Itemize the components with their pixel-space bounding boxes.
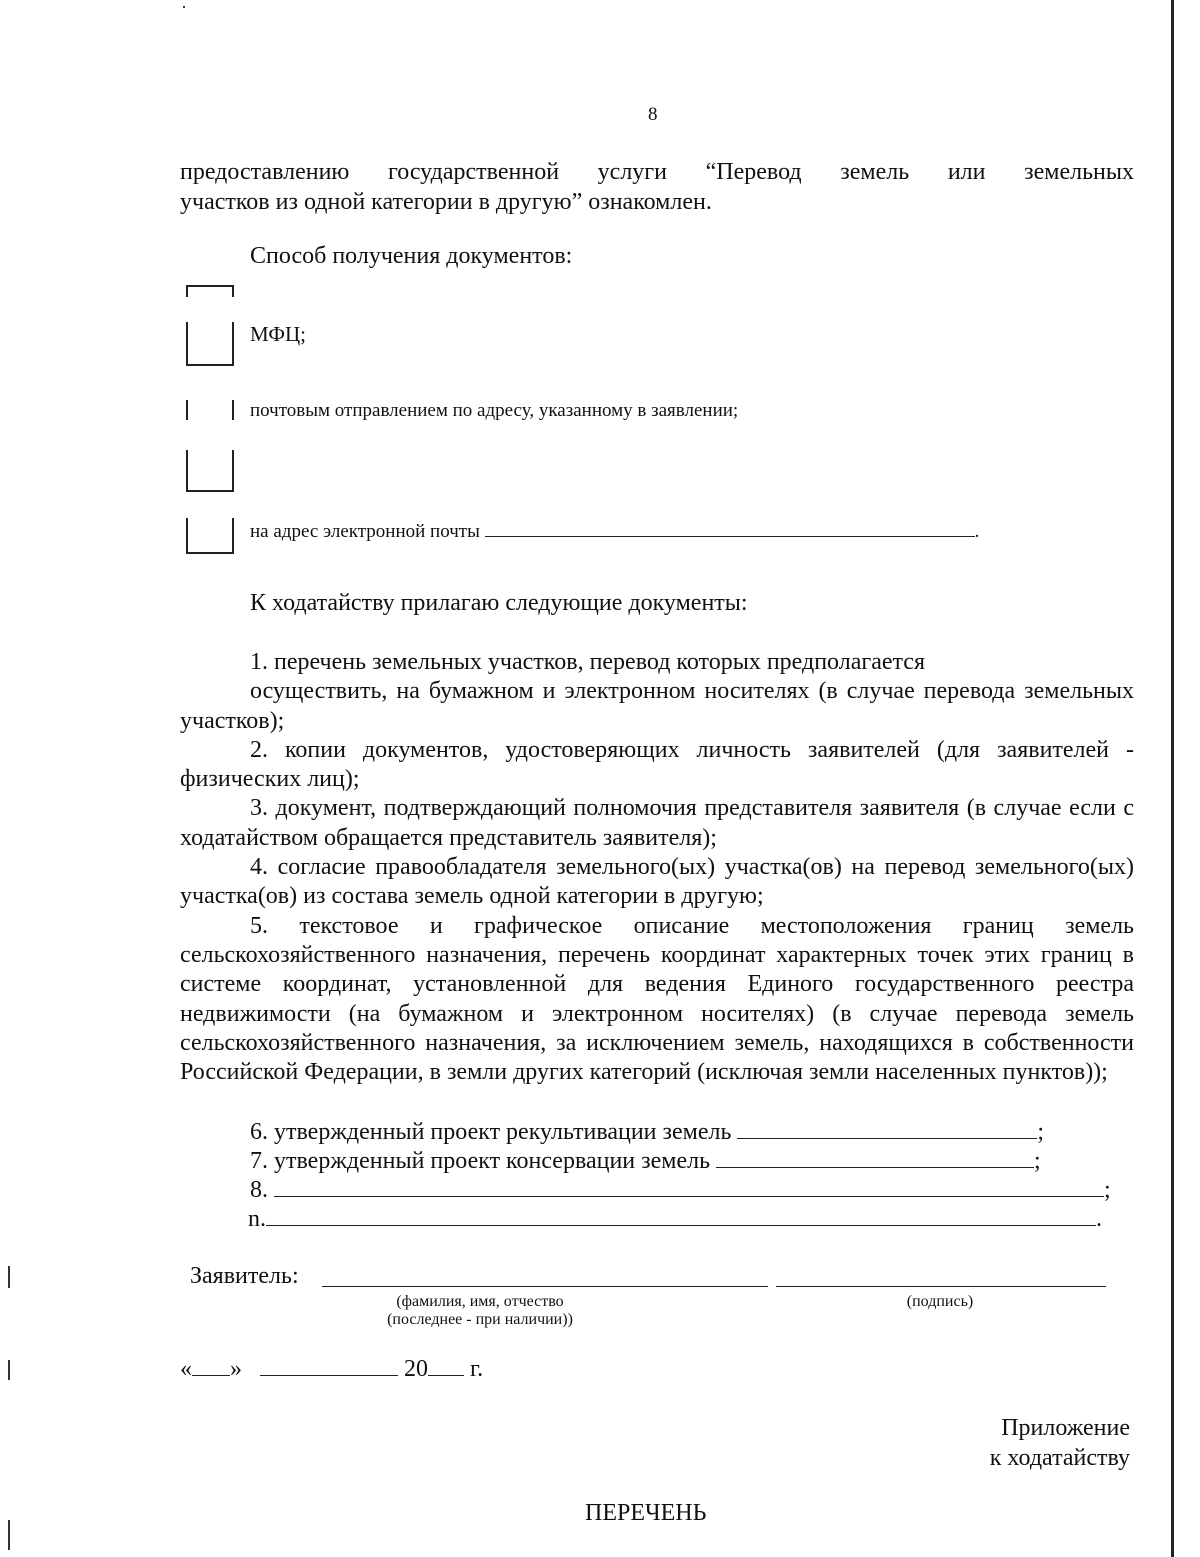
- list-item-6-line[interactable]: [737, 1118, 1037, 1139]
- date-year-suffix: г.: [470, 1356, 484, 1382]
- semicolon: ;: [1034, 1148, 1041, 1174]
- attachments-list: [180, 648, 1134, 1087]
- appendix-note: [990, 1413, 1130, 1473]
- scan-edge-mark: [8, 1520, 10, 1550]
- date-year-line[interactable]: [428, 1355, 464, 1376]
- list-item-7: [250, 1147, 1041, 1175]
- name-caption-line: (фамилия, имя, отчество: [396, 1293, 564, 1310]
- list-item-n-line[interactable]: [266, 1205, 1096, 1226]
- option-post-label: почтовым отправлением по адресу, указанному в заявлении;: [250, 400, 739, 421]
- checkbox-frame: [186, 285, 234, 297]
- name-caption: [350, 1293, 610, 1329]
- scan-edge-right: [1171, 0, 1174, 1557]
- signature-caption: (подпись): [906, 1293, 974, 1310]
- intro-line: предоставлению государственной услуги “Перевод земель или земельных: [180, 159, 1134, 185]
- list-item: 2. копии документов, удостоверяющих личность заявителей (для заявителей - физических лиц);: [180, 736, 1134, 793]
- applicant-signature-line[interactable]: [776, 1286, 1106, 1287]
- list-item: 5. текстовое и графическое описание местоположения границ земель сельскохозяйственного назначения, перечень координат характерных точек этих границ в системе координат, установленной для ведения Единого государственного реестра недвижимости (на бумажном и электронном носителях) (в случае перевода земель сельскохозяйственного назначения, за исключением земель, находящихся в собственности Российской Федерации, в земли других категорий (исключая земли населенных пунктов));: [180, 912, 1134, 1086]
- date-month-line[interactable]: [260, 1355, 398, 1376]
- email-period: .: [974, 521, 980, 542]
- list-item-8: [250, 1176, 1111, 1204]
- list-item-7-label: 7. утвержденный проект консервации земель: [250, 1148, 711, 1174]
- option-mfc-label: МФЦ;: [250, 322, 306, 346]
- list-item: 1. перечень земельных участков, перевод которых предполагается: [250, 649, 925, 675]
- appendix-line: Приложение: [1001, 1415, 1130, 1441]
- list-item-n: [248, 1205, 1102, 1233]
- scan-edge-mark: [8, 1266, 10, 1288]
- list-item: 4. согласие правообладателя земельного(ых) участка(ов) на перевод земельного(ых) участка(ов) из состава земель одной категории в другую;: [180, 854, 1134, 910]
- scan-speck: [183, 6, 185, 8]
- period: .: [1096, 1206, 1102, 1232]
- list-item-8-line[interactable]: [274, 1176, 1104, 1197]
- list-item-6: [250, 1118, 1044, 1146]
- date-field: [180, 1355, 483, 1383]
- name-caption-line: (последнее - при наличии)): [387, 1311, 573, 1328]
- list-item-n-label: n.: [248, 1206, 266, 1232]
- date-year-prefix: 20: [404, 1356, 428, 1382]
- list-item-7-line[interactable]: [716, 1147, 1034, 1168]
- list-item-8-label: 8.: [250, 1177, 268, 1203]
- list-title: ПЕРЕЧЕНЬ: [585, 1500, 707, 1526]
- receipt-heading: Способ получения документов:: [250, 243, 573, 269]
- email-input-line[interactable]: [485, 518, 975, 537]
- applicant-label: Заявитель:: [190, 1263, 299, 1289]
- date-close-quote: »: [230, 1356, 242, 1382]
- applicant-name-line[interactable]: [322, 1286, 768, 1287]
- intro-line: участков из одной категории в другую” ознакомлен.: [180, 189, 712, 215]
- option-email: [250, 518, 979, 543]
- checkbox-empty[interactable]: [186, 450, 234, 492]
- attachments-heading: К ходатайству прилагаю следующие документы:: [250, 590, 748, 616]
- list-item-6-label: 6. утвержденный проект рекультивации земель: [250, 1119, 732, 1145]
- date-open-quote: «: [180, 1356, 192, 1382]
- page-number: 8: [648, 104, 658, 125]
- intro-paragraph: [180, 157, 1134, 217]
- list-item: 3. документ, подтверждающий полномочия представителя заявителя (в случае если с ходатайством обращается представитель заявителя);: [180, 795, 1134, 851]
- date-day-line[interactable]: [192, 1355, 230, 1376]
- semicolon: ;: [1037, 1119, 1045, 1145]
- scan-edge-mark: [8, 1360, 10, 1380]
- checkbox-email[interactable]: [186, 518, 234, 554]
- list-item: осуществить, на бумажном и электронном носителях (в случае перевода земельных участков);: [180, 678, 1134, 734]
- semicolon: ;: [1104, 1177, 1111, 1203]
- checkbox-post[interactable]: [186, 400, 234, 420]
- option-email-label: на адрес электронной почты: [250, 521, 480, 542]
- appendix-line: к ходатайству: [989, 1445, 1130, 1471]
- checkbox-mfc[interactable]: [186, 322, 234, 366]
